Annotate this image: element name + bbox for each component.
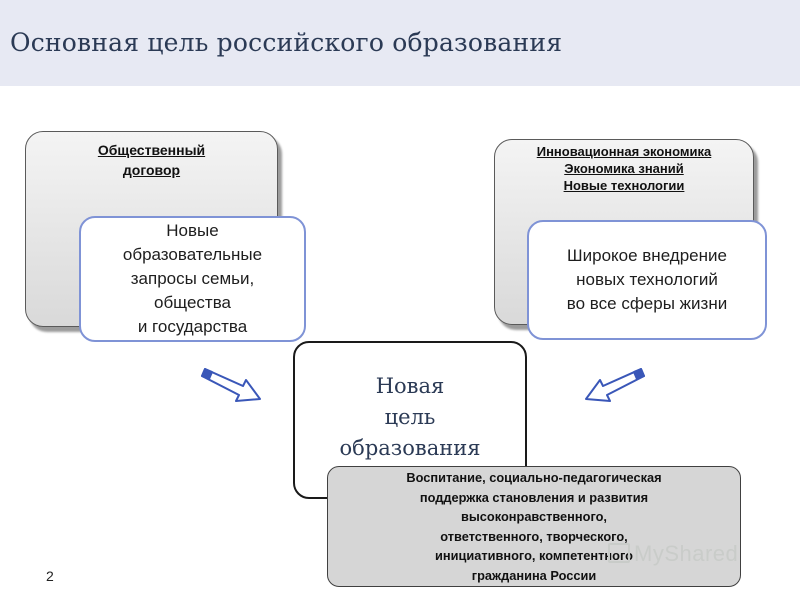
tech-adoption-box [527, 220, 767, 340]
social-contract-header [26, 140, 277, 180]
social-contract-header-line1: Общественный [97, 142, 206, 158]
new-education-goal-text: Новая цель образования [339, 374, 481, 460]
page-title: Основная цель российского образования [10, 28, 563, 57]
upbringing-goal-box [327, 466, 741, 587]
new-requests-box [79, 216, 306, 342]
innovation-header-line2: Экономика знаний [564, 161, 684, 176]
watermark [608, 541, 738, 567]
page-number: 2 [46, 568, 54, 584]
arrow-right-down-icon [199, 362, 271, 408]
tech-adoption-text: Широкое внедрение новых технологий во все сферы жизни [566, 246, 728, 313]
watermark-logo-icon [608, 543, 630, 563]
innovation-header-line1: Инновационная экономика [536, 144, 712, 159]
innovation-header-line3: Новые технологии [563, 178, 685, 193]
header-bar [0, 0, 800, 86]
arrow-left-down-icon [575, 362, 647, 408]
new-requests-text: Новые образовательные запросы семьи, общества и государства [122, 221, 263, 336]
watermark-text: MyShared [634, 541, 739, 566]
innovation-economy-header [495, 143, 753, 194]
upbringing-goal-text: Воспитание, социально-педагогическая поддержка становления и развития высоконравственного, ответственного, творческого, инициативного, компетентного гражданина России [406, 470, 662, 583]
social-contract-header-line2: договор [122, 162, 181, 178]
